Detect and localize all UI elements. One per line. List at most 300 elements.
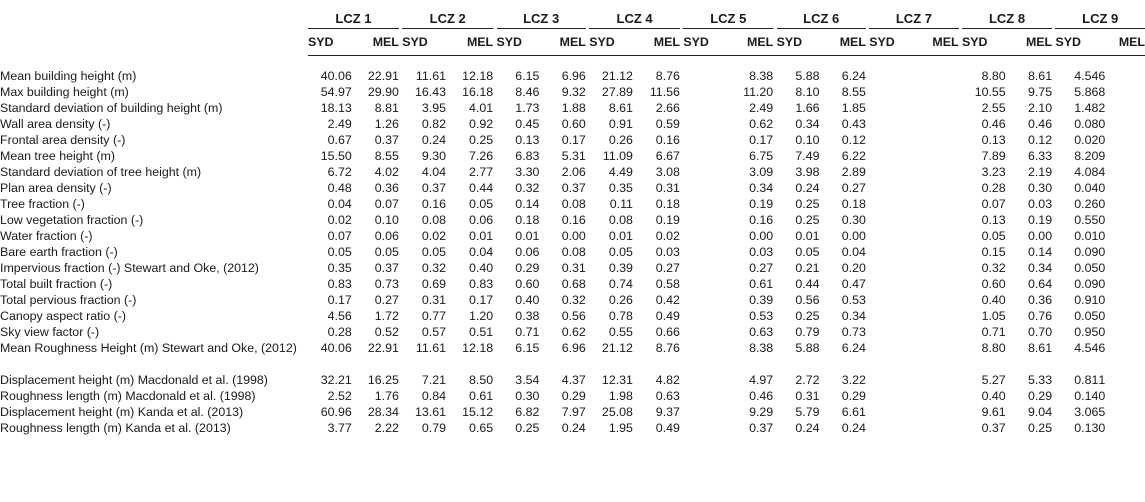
cell-mel: 9.29 (749, 405, 774, 419)
cell-syd (869, 372, 912, 388)
cell-syd: 0.60 (515, 277, 540, 291)
cell-mel: 6.75 (749, 149, 774, 163)
cell-syd: 0.01 (608, 229, 633, 243)
cell-syd: 0.01 (1074, 229, 1099, 243)
cell-syd: 1.48 (1074, 101, 1099, 115)
cell-syd (869, 164, 912, 180)
cell-mel: 8 (1098, 85, 1106, 99)
cell-mel (912, 164, 958, 180)
city-header-mel: MEL (539, 29, 585, 56)
cell-syd: 0.25 (795, 309, 820, 323)
cell-mel: 0 (1098, 213, 1106, 227)
cell-mel: 15.12 (462, 405, 494, 419)
lcz-group-header: LCZ 2 (402, 8, 493, 29)
cell-mel: 0.92 (469, 117, 494, 131)
cell-mel: 0.04 (841, 245, 866, 259)
cell-syd: 0.25 (515, 421, 540, 435)
cell-mel: 0.27 (749, 261, 774, 275)
cell-syd: 0.31 (795, 389, 820, 403)
cell-mel: 0.44 (469, 181, 494, 195)
cell-syd (869, 196, 912, 212)
cell-syd: 0.13 (981, 133, 1006, 147)
cell-mel: 0.06 (469, 213, 494, 227)
cell-syd: 0.28 (327, 325, 352, 339)
cell-syd: 4.04 (421, 165, 446, 179)
row-label: Max building height (m) (0, 85, 129, 99)
cell-syd (869, 100, 912, 116)
cell-mel: 29.90 (367, 85, 399, 99)
group-header-row (0, 8, 1145, 29)
cell-syd: 0.55 (608, 325, 633, 339)
cell-mel: 6.96 (561, 341, 586, 355)
cell-syd: 5.86 (1074, 85, 1099, 99)
cell-syd: 0.69 (421, 277, 446, 291)
cell-syd: 0.45 (515, 117, 540, 131)
cell-mel: 2 (1098, 101, 1106, 115)
cell-syd (869, 324, 912, 340)
cell-syd (683, 196, 726, 212)
cell-mel: 0.37 (374, 133, 399, 147)
cell-syd: 0.05 (608, 245, 633, 259)
cell-syd: 54.97 (320, 85, 352, 99)
cell-mel (912, 276, 958, 292)
cell-mel: 22.91 (367, 341, 399, 355)
cell-syd: 1.66 (795, 101, 820, 115)
cell-syd (683, 324, 726, 340)
cell-mel: 4.01 (469, 101, 494, 115)
cell-syd: 11.09 (602, 149, 633, 163)
cell-syd: 3.30 (515, 165, 540, 179)
cell-mel: 0.27 (655, 261, 680, 275)
cell-mel (912, 308, 958, 324)
cell-mel: 0.53 (841, 293, 866, 307)
cell-syd: 0.25 (795, 197, 820, 211)
cell-mel: 0.05 (374, 245, 399, 259)
cell-syd (683, 100, 726, 116)
cell-mel: 0 (1098, 245, 1106, 259)
cell-mel (912, 148, 958, 164)
cell-mel: 0.24 (841, 421, 866, 435)
city-header-mel: MEL (1006, 29, 1052, 56)
city-header-syd: SYD (869, 29, 912, 56)
cell-mel: 0.00 (561, 229, 586, 243)
cell-mel: 6.22 (841, 149, 866, 163)
cell-mel (912, 132, 958, 148)
row-label: Wall area density (-) (0, 117, 111, 131)
cell-mel: 1.88 (561, 101, 586, 115)
cell-syd: 0.15 (981, 245, 1006, 259)
cell-syd: 0.78 (608, 309, 633, 323)
cell-mel: 0.00 (1027, 229, 1053, 243)
cell-mel: 9.75 (1027, 85, 1053, 99)
cell-mel: 0 (1098, 197, 1106, 211)
cell-mel (912, 68, 958, 84)
cell-syd (683, 180, 726, 196)
table-row (0, 244, 1145, 260)
cell-syd (683, 340, 726, 372)
cell-mel: 0.39 (749, 293, 774, 307)
cell-mel: 0.17 (561, 133, 586, 147)
cell-syd (683, 404, 726, 420)
cell-mel: 0.16 (655, 133, 680, 147)
cell-mel: 1.72 (374, 309, 399, 323)
cell-syd: 4.49 (608, 165, 633, 179)
cell-mel: 0.07 (374, 197, 399, 211)
lcz-group-header: LCZ 9 (1055, 8, 1145, 29)
cell-syd: 0.05 (327, 245, 352, 259)
cell-syd: 0.40 (515, 293, 540, 307)
cell-syd: 1.73 (515, 101, 540, 115)
cell-mel: 0.12 (1027, 133, 1053, 147)
cell-mel: 0.25 (1027, 421, 1053, 435)
cell-syd: 0.38 (515, 309, 540, 323)
cell-mel: 0.49 (655, 309, 680, 323)
row-label: Total built fraction (-) (0, 277, 113, 291)
cell-mel: 8.61 (1027, 341, 1053, 355)
table-row (0, 404, 1145, 420)
row-label: Roughness length (m) Macdonald et al. (1998) (0, 389, 256, 403)
cell-mel: 0.42 (655, 293, 680, 307)
cell-syd (683, 260, 726, 276)
cell-syd: 0.81 (1074, 373, 1099, 387)
cell-mel (912, 212, 958, 228)
cell-mel: 0.19 (1027, 213, 1053, 227)
cell-mel: 0.34 (1027, 261, 1053, 275)
cell-syd: 0.25 (795, 213, 820, 227)
cell-mel: 0.65 (469, 421, 494, 435)
lcz-group-header: LCZ 5 (683, 8, 773, 29)
table-row (0, 260, 1145, 276)
cell-syd: 6.82 (515, 405, 540, 419)
cell-syd: 0.79 (421, 421, 446, 435)
cell-mel: 0.66 (655, 325, 680, 339)
cell-mel: 5.33 (1027, 373, 1053, 387)
table-row (0, 100, 1145, 116)
row-label: Standard deviation of tree height (m) (0, 165, 202, 179)
cell-syd: 0.05 (1074, 309, 1099, 323)
cell-mel: 0.30 (841, 213, 866, 227)
cell-mel: 16.25 (367, 373, 399, 387)
row-label: Mean building height (m) (0, 69, 137, 83)
cell-syd: 0.01 (795, 229, 820, 243)
cell-mel: 4.97 (749, 373, 774, 387)
cell-mel: 0.03 (749, 245, 774, 259)
cell-syd: 8.20 (1074, 149, 1099, 163)
cell-mel: 8.55 (374, 149, 399, 163)
cell-syd (683, 116, 726, 132)
cell-mel: 0.73 (841, 325, 866, 339)
cell-syd: 7.89 (981, 149, 1006, 163)
cell-mel (912, 244, 958, 260)
cell-syd (683, 308, 726, 324)
row-label: Impervious fraction (-) Stewart and Oke, (2012) (0, 261, 259, 275)
cell-mel: 6.67 (655, 149, 680, 163)
cell-mel (912, 84, 958, 100)
cell-syd: 0.16 (421, 197, 446, 211)
cell-mel: 0.18 (655, 197, 680, 211)
cell-syd: 5.79 (795, 405, 820, 419)
cell-mel: 0.03 (655, 245, 680, 259)
cell-mel: 0.25 (469, 133, 494, 147)
cell-syd: 6.72 (327, 165, 352, 179)
cell-mel: 2.06 (561, 165, 586, 179)
cell-mel: 2.89 (841, 165, 866, 179)
city-header-mel: MEL (726, 29, 773, 56)
cell-mel: 0.29 (841, 389, 866, 403)
cell-syd: 0.35 (327, 261, 352, 275)
cell-syd: 15.50 (320, 149, 352, 163)
cell-mel: 0.16 (561, 213, 586, 227)
cell-syd (869, 292, 912, 308)
cell-mel: 5 (1098, 405, 1106, 419)
cell-mel: 0.08 (561, 245, 586, 259)
city-header-syd: SYD (777, 29, 820, 56)
cell-mel: 11.20 (743, 85, 774, 99)
cell-mel: 0 (1098, 261, 1106, 275)
cell-syd: 1.05 (981, 309, 1006, 323)
table-row (0, 132, 1145, 148)
cell-mel: 0.43 (841, 117, 866, 131)
table-row (0, 340, 1145, 372)
cell-syd: 0.71 (515, 325, 540, 339)
cell-mel: 6.61 (841, 405, 866, 419)
cell-syd: 0.08 (421, 213, 446, 227)
cell-syd: 11.61 (415, 341, 446, 355)
cell-mel: 0.52 (374, 325, 399, 339)
cell-syd: 0.26 (1074, 197, 1099, 211)
cell-mel (912, 228, 958, 244)
cell-mel: 9.04 (1027, 405, 1053, 419)
cell-syd: 0.07 (981, 197, 1006, 211)
city-header-syd: SYD (589, 29, 633, 56)
city-header-mel: MEL (1098, 29, 1145, 56)
row-label: Low vegetation fraction (-) (0, 213, 144, 227)
cell-syd (683, 84, 726, 100)
city-header-mel: MEL (820, 29, 866, 56)
cell-mel: 8.76 (655, 341, 680, 355)
cell-syd: 0.14 (515, 197, 540, 211)
row-label: Tree fraction (-) (0, 197, 85, 211)
cell-mel: 0.29 (561, 389, 586, 403)
cell-syd: 4.56 (327, 309, 352, 323)
cell-mel: 0.46 (1027, 117, 1053, 131)
cell-mel: 0.47 (841, 277, 866, 291)
row-label: Plan area density (-) (0, 181, 112, 195)
cell-mel: 16.18 (462, 85, 494, 99)
cell-mel: 0.19 (655, 213, 680, 227)
cell-mel: 0.17 (469, 293, 494, 307)
cell-mel: 0 (1098, 421, 1106, 435)
cell-mel: 0.46 (749, 389, 774, 403)
cell-mel: 0.31 (561, 261, 586, 275)
city-header-syd: SYD (402, 29, 446, 56)
city-header-syd: SYD (1055, 29, 1098, 56)
cell-syd: 0.21 (795, 261, 820, 275)
cell-syd: 21.12 (601, 69, 633, 83)
cell-syd (869, 116, 912, 132)
cell-syd: 0.56 (795, 293, 820, 307)
city-header-syd: SYD (497, 29, 540, 56)
cell-syd: 4.08 (1074, 165, 1099, 179)
row-label: Sky view factor (-) (0, 325, 100, 339)
cell-mel: 0.17 (749, 133, 774, 147)
cell-mel: 0.61 (749, 277, 774, 291)
cell-mel: 0.62 (561, 325, 586, 339)
cell-syd (869, 212, 912, 228)
cell-mel (912, 260, 958, 276)
cell-mel: 28.34 (367, 405, 399, 419)
cell-mel: 11.56 (649, 85, 680, 99)
cell-syd: 9.61 (981, 405, 1006, 419)
cell-syd (869, 148, 912, 164)
cell-mel: 0.27 (374, 293, 399, 307)
cell-syd: 0.71 (981, 325, 1006, 339)
cell-mel: 0.40 (469, 261, 494, 275)
cell-mel: 0.08 (561, 197, 586, 211)
cell-mel: 0.04 (469, 245, 494, 259)
cell-syd: 0.10 (795, 133, 820, 147)
header-corner (0, 8, 308, 29)
cell-mel: 3.22 (841, 373, 866, 387)
city-header-mel: MEL (446, 29, 493, 56)
cell-syd: 8.80 (981, 341, 1006, 355)
cell-syd (683, 372, 726, 388)
table-row (0, 420, 1145, 436)
cell-syd: 0.26 (608, 293, 633, 307)
cell-mel: 6.24 (841, 341, 866, 355)
cell-syd: 8.61 (608, 101, 633, 115)
cell-syd: 0.08 (608, 213, 633, 227)
cell-syd: 0.77 (421, 309, 446, 323)
row-label: Displacement height (m) Kanda et al. (2013) (0, 405, 244, 419)
cell-syd: 0.30 (515, 389, 540, 403)
cell-syd: 9.30 (421, 149, 446, 163)
cell-syd: 0.04 (327, 197, 352, 211)
cell-syd: 0.32 (421, 261, 446, 275)
cell-mel: 0 (1098, 181, 1106, 195)
cell-mel (912, 388, 958, 404)
cell-mel: 6.24 (841, 69, 866, 83)
cell-syd: 0.32 (981, 261, 1006, 275)
cell-mel: 4 (1098, 165, 1106, 179)
lcz-group-header: LCZ 1 (308, 8, 399, 29)
cell-syd: 0.06 (515, 245, 540, 259)
cell-mel (912, 292, 958, 308)
cell-mel: 4.82 (655, 373, 680, 387)
cell-mel: 1.20 (469, 309, 494, 323)
cell-mel: 0.06 (374, 229, 399, 243)
cell-mel: 0.53 (749, 309, 774, 323)
table-row (0, 116, 1145, 132)
cell-mel: 0.83 (469, 277, 494, 291)
cell-syd: 0.01 (515, 229, 540, 243)
cell-syd: 8.80 (981, 69, 1006, 83)
cell-syd: 0.05 (795, 245, 820, 259)
cell-syd: 3.98 (795, 165, 820, 179)
cell-mel: 12.18 (462, 341, 494, 355)
cell-mel: 22.91 (367, 69, 399, 83)
cell-syd: 0.24 (795, 421, 820, 435)
cell-syd: 0.05 (981, 229, 1006, 243)
cell-syd: 1.95 (608, 421, 633, 435)
cell-mel (912, 420, 958, 436)
row-label: Mean tree height (m) (0, 149, 116, 163)
cell-syd: 0.09 (1074, 277, 1099, 291)
cell-mel: 0.01 (469, 229, 494, 243)
cell-mel: 4.02 (374, 165, 399, 179)
cell-mel: 8.38 (749, 341, 774, 355)
cell-mel: 8.76 (655, 69, 680, 83)
table-row (0, 68, 1145, 84)
cell-syd: 13.61 (414, 405, 446, 419)
cell-syd (869, 244, 912, 260)
cell-syd (683, 244, 726, 260)
cell-syd: 7.21 (421, 373, 446, 387)
cell-mel: 2.22 (374, 421, 399, 435)
cell-mel: 2.49 (749, 101, 774, 115)
cell-syd (869, 84, 912, 100)
cell-syd: 5.88 (795, 341, 820, 355)
cell-syd: 0.02 (1074, 133, 1099, 147)
cell-mel: 0.59 (655, 117, 680, 131)
cell-mel: 0 (1098, 293, 1106, 307)
cell-mel: 0.20 (841, 261, 866, 275)
table-row (0, 324, 1145, 340)
cell-mel: 0 (1098, 117, 1106, 131)
cell-mel: 0.49 (655, 421, 680, 435)
cell-mel: 2.19 (1027, 165, 1053, 179)
cell-mel (912, 100, 958, 116)
cell-mel: 0.03 (1027, 197, 1053, 211)
cell-syd: 2.72 (795, 373, 820, 387)
cell-mel: 1.26 (374, 117, 399, 131)
table-row (0, 164, 1145, 180)
cell-syd (869, 340, 912, 372)
cell-syd (869, 404, 912, 420)
cell-mel: 8.81 (374, 101, 399, 115)
cell-mel: 8.50 (469, 373, 494, 387)
cell-mel: 6.33 (1027, 149, 1053, 163)
cell-mel: 2.66 (655, 101, 680, 115)
cell-mel: 0.58 (655, 277, 680, 291)
cell-syd: 18.13 (320, 101, 352, 115)
cell-syd: 6.15 (515, 341, 540, 355)
cell-syd (683, 420, 726, 436)
cell-syd: 0.34 (795, 117, 820, 131)
cell-syd: 0.44 (795, 277, 820, 291)
cell-syd: 5.88 (795, 69, 820, 83)
city-header-syd: SYD (683, 29, 726, 56)
cell-syd: 60.96 (320, 405, 352, 419)
cell-syd: 4.54 (1074, 69, 1099, 83)
cell-syd (683, 68, 726, 84)
cell-mel: 1.85 (841, 101, 866, 115)
cell-mel: 0 (1098, 325, 1106, 339)
cell-mel: 0.10 (374, 213, 399, 227)
cell-mel: 0.37 (561, 181, 586, 195)
cell-mel (912, 340, 958, 372)
cell-mel: 5.31 (561, 149, 586, 163)
cell-mel: 0.31 (655, 181, 680, 195)
cell-syd: 0.11 (609, 197, 633, 211)
lcz-group-header: LCZ 4 (589, 8, 680, 29)
cell-mel (912, 404, 958, 420)
cell-syd: 3.06 (1074, 405, 1099, 419)
table-row (0, 276, 1145, 292)
cell-syd: 0.37 (421, 181, 446, 195)
cell-mel (912, 372, 958, 388)
cell-mel: 0 (1098, 229, 1106, 243)
